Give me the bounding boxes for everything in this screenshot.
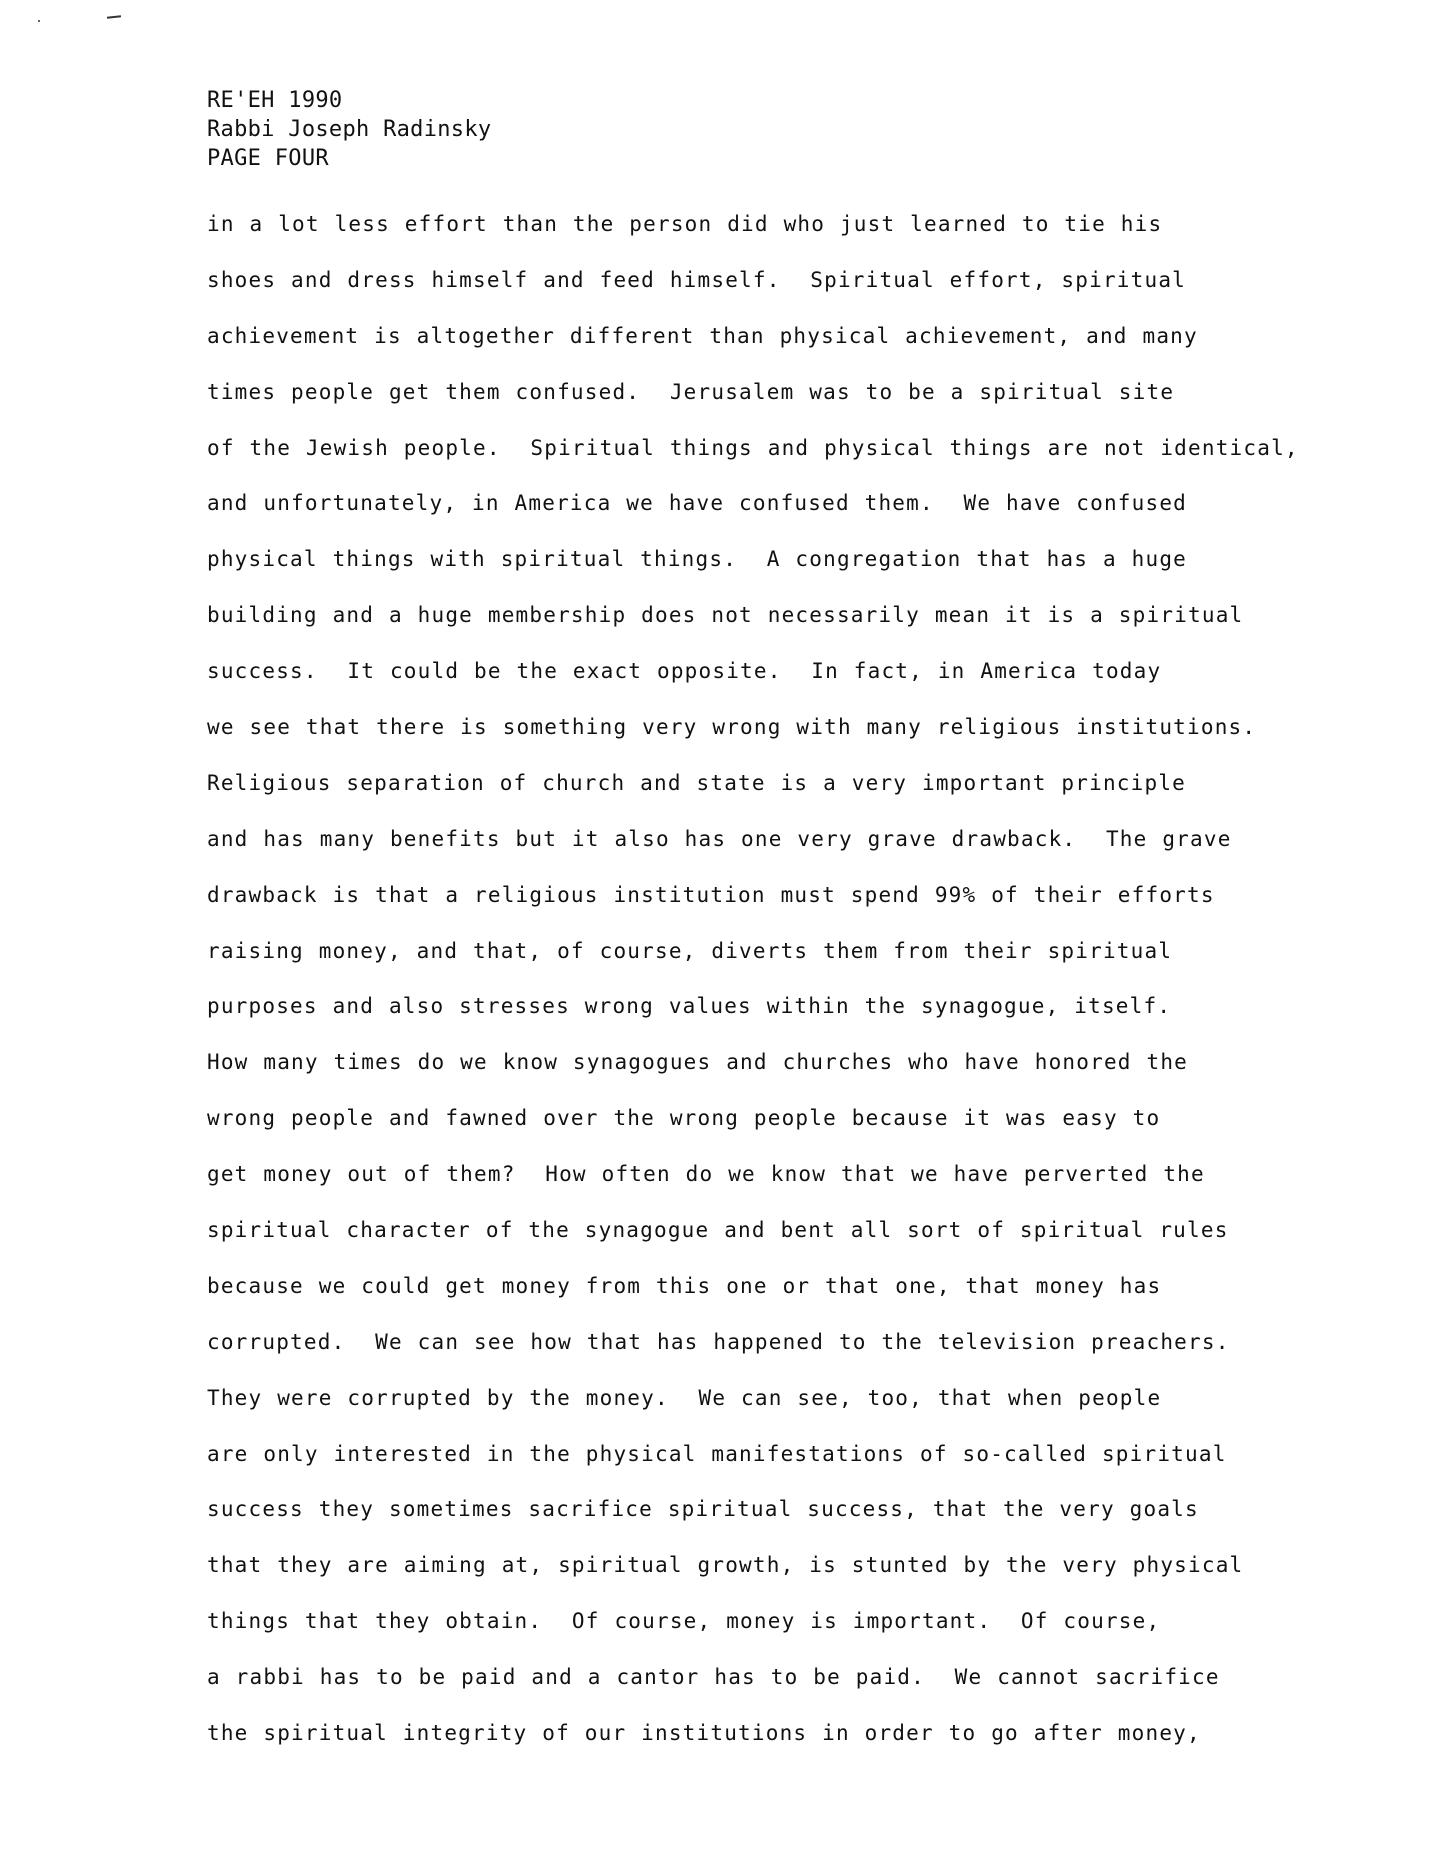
- body-line: and has many benefits but it also has one very grave drawback. The grave: [207, 826, 1232, 851]
- header-page-label: PAGE FOUR: [207, 146, 329, 171]
- body-line: get money out of them? How often do we know that we have perverted the: [207, 1162, 1205, 1187]
- header-title: RE'EH 1990: [207, 88, 343, 113]
- body-line: They were corrupted by the money. We can see, too, that when people: [207, 1385, 1162, 1410]
- body-line: Religious separation of church and state is a very important principle: [207, 770, 1187, 795]
- header-author: Rabbi Joseph Radinsky: [207, 117, 492, 142]
- scan-speck-mark: [38, 20, 40, 22]
- body-line: building and a huge membership does not necessarily mean it is a spiritual: [207, 603, 1244, 628]
- body-line: that they are aiming at, spiritual growth, is stunted by the very physical: [207, 1553, 1244, 1578]
- body-line: corrupted. We can see how that has happened to the television preachers.: [207, 1329, 1230, 1354]
- body-line: physical things with spiritual things. A congregation that has a huge: [207, 547, 1188, 572]
- body-line: raising money, and that, of course, diverts them from their spiritual: [207, 938, 1173, 963]
- body-line: drawback is that a religious institution must spend 99% of their efforts: [207, 882, 1215, 907]
- body-line: purposes and also stresses wrong values within the synagogue, itself.: [207, 994, 1172, 1019]
- body-line: we see that there is something very wrong with many religious institutions.: [207, 715, 1257, 740]
- body-line: achievement is altogether different than physical achievement, and many: [207, 323, 1198, 348]
- body-line: How many times do we know synagogues and churches who have honored the: [207, 1050, 1189, 1075]
- body-line: the spiritual integrity of our institutions in order to go after money,: [207, 1721, 1201, 1746]
- body-line: success. It could be the exact opposite. In fact, in America today: [207, 659, 1162, 684]
- document-body: [207, 197, 1299, 1762]
- body-line: shoes and dress himself and feed himself. Spiritual effort, spiritual: [207, 267, 1187, 292]
- scan-dash-mark: [107, 15, 121, 18]
- body-line: of the Jewish people. Spiritual things and physical things are not identical,: [207, 435, 1299, 460]
- body-line: wrong people and fawned over the wrong people because it was easy to: [207, 1106, 1161, 1131]
- body-line: because we could get money from this one or that one, that money has: [207, 1273, 1162, 1298]
- body-line: success they sometimes sacrifice spiritual success, that the very goals: [207, 1497, 1199, 1522]
- body-line: a rabbi has to be paid and a cantor has to be paid. We cannot sacrifice: [207, 1665, 1220, 1690]
- body-line: in a lot less effort than the person did who just learned to tie his: [207, 212, 1163, 236]
- body-line: things that they obtain. Of course, money is important. Of course,: [207, 1609, 1161, 1634]
- body-line: are only interested in the physical manifestations of so-called spiritual: [207, 1441, 1227, 1466]
- document-header: [207, 86, 491, 173]
- body-line: times people get them confused. Jerusalem was to be a spiritual site: [207, 379, 1175, 404]
- body-line: spiritual character of the synagogue and bent all sort of spiritual rules: [207, 1218, 1229, 1243]
- body-line: and unfortunately, in America we have confused them. We have confused: [207, 491, 1188, 516]
